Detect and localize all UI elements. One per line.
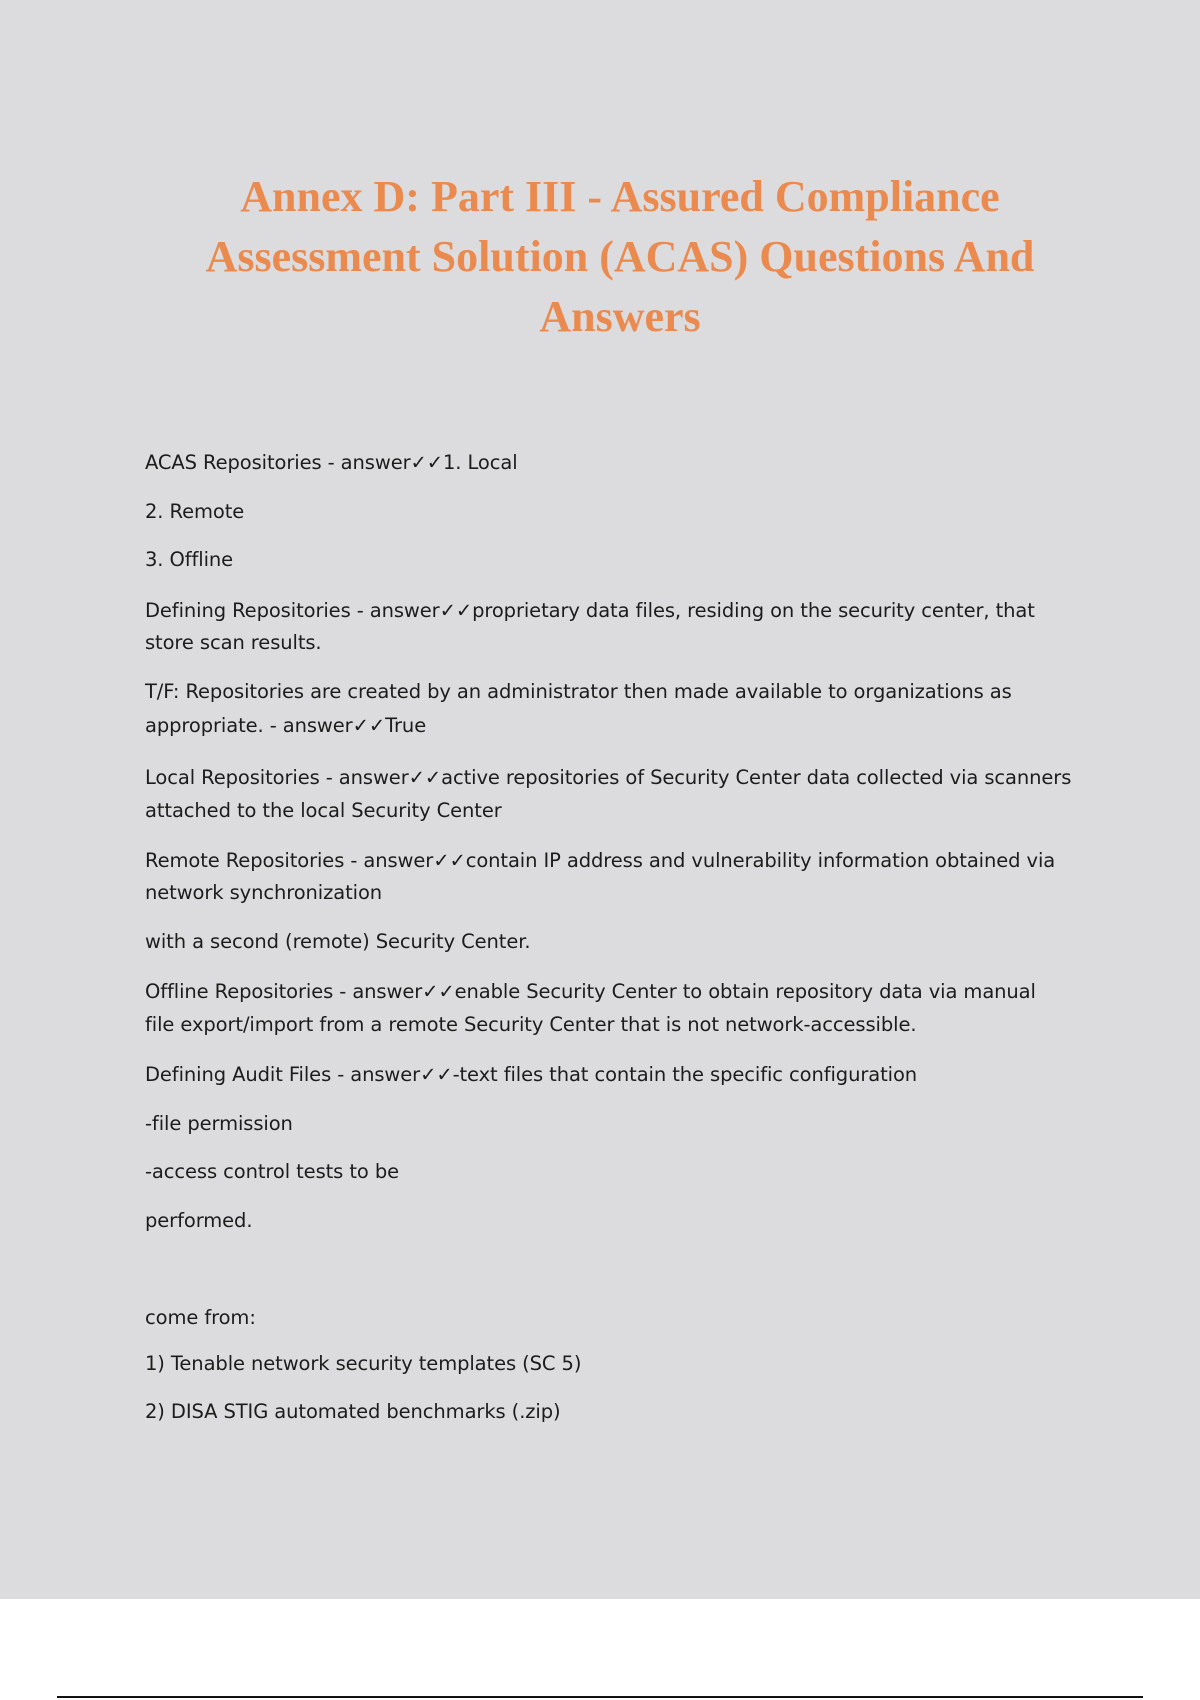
text-line: store scan results.	[145, 631, 322, 654]
text-line: ACAS Repositories - answer✓✓1. Local	[145, 451, 518, 474]
text-line: 2) DISA STIG automated benchmarks (.zip)	[145, 1400, 561, 1423]
text-line: with a second (remote) Security Center.	[145, 930, 531, 953]
text-line: T/F: Repositories are created by an administrator then made available to organizations as	[145, 680, 1012, 703]
text-line: Remote Repositories - answer✓✓contain IP address and vulnerability information obtained via	[145, 849, 1056, 872]
text-line: Defining Audit Files - answer✓✓-text files that contain the specific configuration	[145, 1063, 918, 1086]
document-title	[120, 167, 1120, 347]
text-line: performed.	[145, 1209, 253, 1232]
text-line: appropriate. - answer✓✓True	[145, 714, 427, 737]
text-line: attached to the local Security Center	[145, 799, 502, 822]
text-line: file export/import from a remote Security Center that is not network-accessible.	[145, 1013, 917, 1036]
text-line: Defining Repositories - answer✓✓proprietary data files, residing on the security center, that	[145, 599, 1035, 622]
text-line: come from:	[145, 1306, 256, 1329]
text-line: -file permission	[145, 1112, 293, 1135]
title-line-1: Annex D: Part III - Assured Compliance	[240, 172, 1000, 221]
text-line: 1) Tenable network security templates (SC 5)	[145, 1352, 582, 1375]
text-line: Offline Repositories - answer✓✓enable Security Center to obtain repository data via manual	[145, 980, 1036, 1003]
text-line: 2. Remote	[145, 500, 245, 523]
title-line-2: Assessment Solution (ACAS) Questions And	[205, 232, 1035, 281]
footer-divider	[57, 1696, 1143, 1698]
text-line: network synchronization	[145, 881, 383, 904]
text-line: Local Repositories - answer✓✓active repositories of Security Center data collected via scanners	[145, 766, 1072, 789]
title-line-3: Answers	[539, 292, 701, 341]
text-line: -access control tests to be	[145, 1160, 399, 1183]
text-line: 3. Offline	[145, 548, 234, 571]
